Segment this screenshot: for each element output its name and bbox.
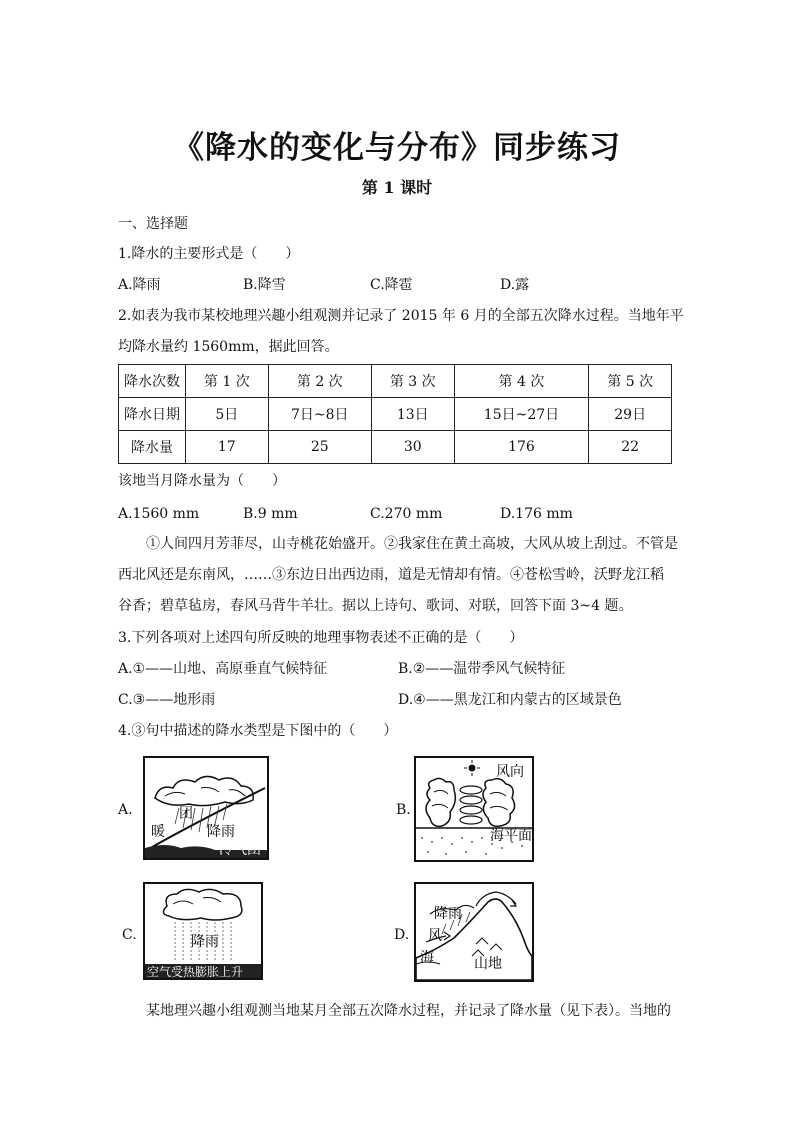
table-row	[119, 398, 672, 431]
table-cell: 15日~27日	[454, 398, 589, 431]
table-header-cell: 第 4 次	[454, 365, 589, 398]
section-heading: 一、选择题	[118, 216, 188, 232]
q2-stem-line1: 2.如表为我市某校地理兴趣小组观测并记录了 2015 年 6 月的全部五次降水过程。当地年平	[118, 308, 684, 324]
q2-option-d: D.176 mm	[500, 506, 573, 522]
figure-a-text-4: 冷气团	[219, 842, 261, 858]
q1-option-d: D.露	[500, 277, 530, 293]
table-header-cell: 降水次数	[119, 365, 186, 398]
table-cell: 30	[371, 431, 454, 464]
table-row	[119, 431, 672, 464]
page-title: 《降水的变化与分布》同步练习	[173, 130, 621, 166]
q3-stem: 3.下列各项对上述四句所反映的地理事物表述不正确的是（ ）	[118, 630, 524, 646]
table-cell: 13日	[371, 398, 454, 431]
figure-b-text-2: 海平面	[490, 828, 532, 844]
figure-a-text-2: 暖	[151, 824, 165, 840]
poem-line-2: 西北风还是东南风，……③东边日出西边雨，道是无情却有情。④苍松雪岭，沃野龙江稻	[118, 567, 664, 583]
table-cell: 29日	[589, 398, 672, 431]
table-cell: 降水日期	[119, 398, 186, 431]
figure-a-label: A.	[118, 802, 133, 818]
q4-stem: 4.③句中描述的降水类型是下图中的（ ）	[118, 723, 398, 739]
figure-b-drawing	[416, 758, 532, 860]
figure-a-drawing	[145, 758, 267, 858]
figure-d-text-4: 山地	[474, 956, 502, 972]
figure-d-label: D.	[394, 927, 410, 943]
table-header-cell: 第 1 次	[186, 365, 269, 398]
figure-a-text-3: 降雨	[207, 824, 235, 840]
q3-option-a: A.①——山地、高原垂直气候特征	[118, 661, 328, 677]
page-subtitle: 第 1 课时	[361, 178, 433, 197]
q2-option-b: B.9 mm	[243, 506, 298, 522]
poem-line-1: ①人间四月芳菲尽，山寺桃花始盛开。②我家住在黄土高坡，大风从坡上刮过。不管是	[146, 536, 678, 552]
figure-c-text-2: 空气受热膨胀上升	[147, 965, 244, 978]
figure-b-text-1: 风向	[496, 764, 524, 780]
q2-question: 该地当月降水量为（ ）	[118, 473, 286, 489]
q1-stem: 1.降水的主要形式是（ ）	[118, 246, 300, 262]
q1-option-c: C.降雹	[370, 277, 413, 293]
q3-option-b: B.②——温带季风气候特征	[398, 661, 566, 677]
q1-option-a: A.降雨	[118, 277, 161, 293]
q1-option-b: B.降雪	[243, 277, 286, 293]
sun-icon	[464, 760, 480, 776]
trailing-paragraph: 某地理兴趣小组观测当地某月全部五次降水过程，并记录了降水量（见下表）。当地的	[146, 1003, 671, 1019]
q2-option-c: C.270 mm	[370, 506, 443, 522]
figure-a-frontal-rain	[143, 756, 269, 860]
table-header-cell: 第 3 次	[371, 365, 454, 398]
q2-option-a: A.1560 mm	[118, 506, 200, 522]
table-cell: 22	[589, 431, 672, 464]
table-cell: 17	[186, 431, 269, 464]
q2-stem-line2: 均降水量约 1560mm，据此回答。	[118, 339, 339, 355]
figure-b-typhoon-rain	[414, 756, 534, 862]
q3-option-c: C.③——地形雨	[118, 692, 216, 708]
q3-option-d: D.④——黑龙江和内蒙古的区域景色	[398, 692, 622, 708]
table-header-cell: 第 2 次	[268, 365, 371, 398]
table-cell: 降水量	[119, 431, 186, 464]
figure-b-label: B.	[396, 802, 411, 818]
figure-d-text-1: 降雨	[434, 906, 462, 922]
precipitation-table	[118, 364, 672, 464]
figure-c-label: C.	[122, 927, 137, 943]
figure-d-text-2: 风	[428, 928, 442, 944]
figure-c-text-1: 降雨	[191, 934, 219, 950]
figure-d-orographic-rain	[414, 882, 534, 982]
figure-c-convectional-rain	[143, 882, 263, 980]
table-header-cell: 第 5 次	[589, 365, 672, 398]
table-cell: 7日~8日	[268, 398, 371, 431]
table-cell: 176	[454, 431, 589, 464]
figure-d-text-3: 海	[420, 950, 434, 966]
table-cell: 5日	[186, 398, 269, 431]
figure-a-text-1: 团	[179, 806, 193, 822]
table-cell: 25	[268, 431, 371, 464]
poem-line-3: 谷香；碧草毡房，春风马背牛羊壮。据以上诗句、歌词、对联，回答下面 3~4 题。	[118, 598, 633, 614]
figure-d-drawing	[416, 884, 532, 980]
table-header-row	[119, 365, 672, 398]
figure-c-drawing	[145, 884, 261, 978]
